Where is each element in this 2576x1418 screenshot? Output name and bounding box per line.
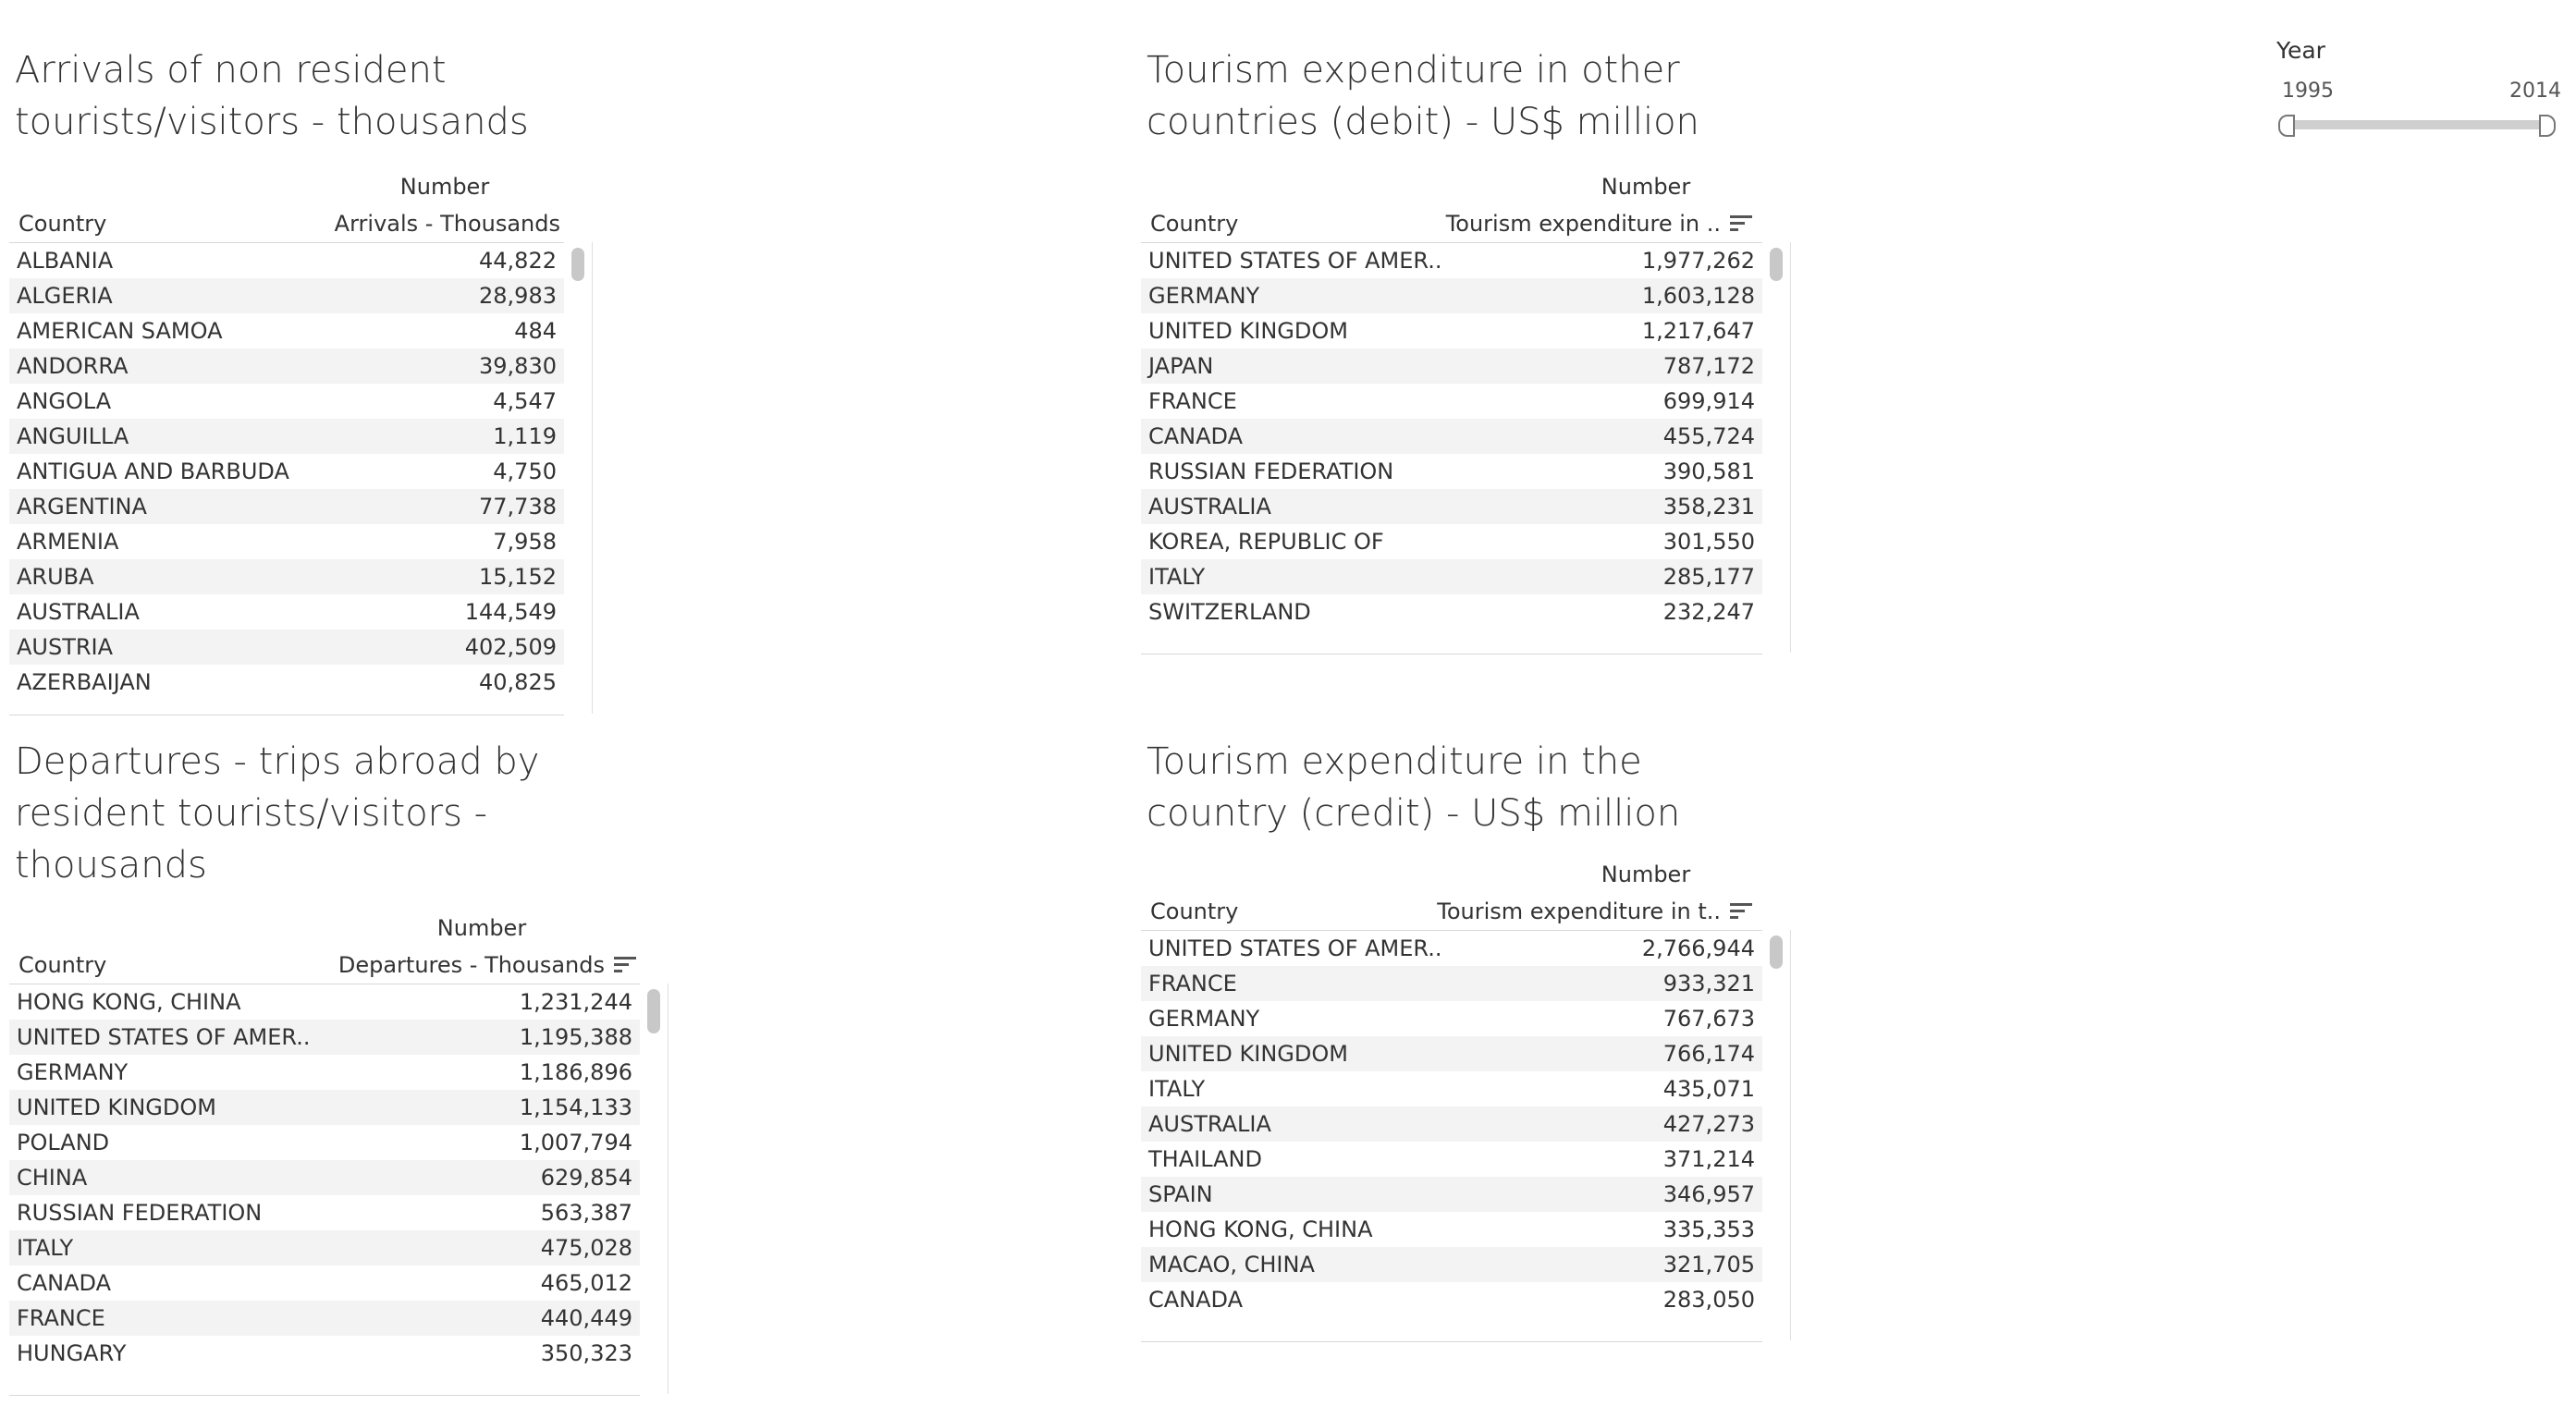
value-cell: 350,323 <box>540 1340 632 1366</box>
country-cell: AZERBAIJAN <box>17 669 152 695</box>
table-row[interactable] <box>9 278 564 313</box>
table-row[interactable] <box>9 1336 640 1371</box>
value-cell: 301,550 <box>1662 529 1755 555</box>
value-cell: 629,854 <box>540 1165 632 1191</box>
country-cell: CANADA <box>17 1270 112 1296</box>
country-cell: FRANCE <box>1148 388 1237 414</box>
table-row[interactable] <box>9 1020 640 1055</box>
country-cell: ARUBA <box>17 564 94 590</box>
table-row[interactable] <box>1141 278 1762 313</box>
country-cell: ARGENTINA <box>17 494 147 520</box>
panel-title <box>15 736 539 891</box>
table-row[interactable] <box>9 984 640 1020</box>
country-column-header[interactable]: Country <box>1150 898 1239 924</box>
table-row[interactable] <box>9 630 564 665</box>
year-slider-min-handle[interactable] <box>2278 115 2295 137</box>
value-cell: 371,214 <box>1662 1146 1755 1172</box>
year-filter-label: Year <box>2276 37 2325 64</box>
value-column-header[interactable] <box>292 952 636 978</box>
title-line: Tourism expenditure in the <box>1147 740 1642 783</box>
value-cell: 335,353 <box>1662 1216 1755 1242</box>
country-cell: SWITZERLAND <box>1148 599 1311 625</box>
year-max-label: 2014 <box>2509 79 2561 103</box>
measure-header: Number <box>399 174 490 200</box>
debit-panel <box>1147 44 1812 673</box>
title-line: resident tourists/visitors - <box>15 792 488 835</box>
panel-title <box>1147 736 1680 839</box>
value-cell: 144,549 <box>464 599 557 625</box>
table-row[interactable] <box>1141 1001 1762 1036</box>
column-header-label: Tourism expenditure in t.. <box>1437 898 1721 924</box>
country-cell: HONG KONG, CHINA <box>1148 1216 1373 1242</box>
table-row[interactable] <box>1141 524 1762 559</box>
country-cell: RUSSIAN FEDERATION <box>1148 458 1394 484</box>
table-row[interactable] <box>1141 419 1762 454</box>
value-cell: 402,509 <box>464 634 557 660</box>
value-cell: 1,217,647 <box>1641 318 1755 344</box>
title-line: thousands <box>15 844 207 886</box>
table-row[interactable] <box>9 1230 640 1265</box>
country-cell: AUSTRIA <box>17 634 114 660</box>
country-cell: JAPAN <box>1148 353 1214 379</box>
credit-panel <box>1147 736 1812 1364</box>
value-cell: 455,724 <box>1662 423 1755 449</box>
value-cell: 285,177 <box>1662 564 1755 590</box>
value-cell: 1,977,262 <box>1641 248 1755 274</box>
measure-header: Number <box>1601 174 1691 200</box>
value-column-header[interactable] <box>1424 211 1752 237</box>
title-line: tourists/visitors - thousands <box>15 101 529 143</box>
country-cell: GERMANY <box>1148 283 1260 309</box>
column-header-label: Departures - Thousands <box>337 952 605 978</box>
table-row[interactable] <box>9 1195 640 1230</box>
scrollbar-thumb[interactable] <box>571 248 584 281</box>
value-cell: 77,738 <box>479 494 557 520</box>
value-cell: 440,449 <box>540 1305 632 1331</box>
country-cell: AUSTRALIA <box>1148 1111 1271 1137</box>
table-row[interactable] <box>1141 1212 1762 1247</box>
title-line: country (credit) - US$ million <box>1147 792 1681 835</box>
year-slider-max-handle[interactable] <box>2539 115 2556 137</box>
table-row[interactable] <box>1141 243 1762 278</box>
year-min-label: 1995 <box>2282 79 2334 103</box>
country-cell: MACAO, CHINA <box>1148 1252 1315 1277</box>
table-row[interactable] <box>9 489 564 524</box>
value-cell: 390,581 <box>1662 458 1755 484</box>
country-cell: AUSTRALIA <box>1148 494 1271 520</box>
departures-panel <box>15 736 681 1411</box>
country-cell: GERMANY <box>1148 1006 1260 1032</box>
table-row[interactable] <box>9 524 564 559</box>
data-table <box>1141 930 1762 1342</box>
data-table <box>9 984 640 1396</box>
country-cell: ANDORRA <box>17 353 129 379</box>
table-row[interactable] <box>1141 559 1762 594</box>
country-cell: UNITED STATES OF AMER.. <box>1148 248 1442 274</box>
measure-header: Number <box>436 915 527 941</box>
country-cell: FRANCE <box>17 1305 105 1331</box>
year-filter <box>2256 33 2561 144</box>
scrollbar[interactable] <box>1762 242 1791 653</box>
table-row[interactable] <box>1141 966 1762 1001</box>
country-cell: CHINA <box>17 1165 88 1191</box>
value-cell: 1,603,128 <box>1641 283 1755 309</box>
country-cell: HUNGARY <box>17 1340 127 1366</box>
country-cell: UNITED STATES OF AMER.. <box>17 1024 311 1050</box>
value-cell: 787,172 <box>1662 353 1755 379</box>
value-cell: 232,247 <box>1662 599 1755 625</box>
table-row[interactable] <box>9 559 564 594</box>
country-cell: GERMANY <box>17 1059 129 1085</box>
country-cell: ITALY <box>17 1235 74 1261</box>
title-line: Tourism expenditure in other <box>1147 49 1680 92</box>
table-row[interactable] <box>1141 1177 1762 1212</box>
country-cell: THAILAND <box>1148 1146 1262 1172</box>
country-cell: ANGUILLA <box>17 423 129 449</box>
table-row[interactable] <box>9 243 564 278</box>
value-cell: 1,119 <box>493 423 557 449</box>
table-row[interactable] <box>9 384 564 419</box>
measure-header: Number <box>1601 862 1691 887</box>
value-cell: 321,705 <box>1662 1252 1755 1277</box>
data-table <box>1141 242 1762 654</box>
scrollbar-thumb[interactable] <box>1770 935 1783 969</box>
value-cell: 4,547 <box>493 388 557 414</box>
table-row[interactable] <box>1141 1282 1762 1317</box>
table-row[interactable] <box>9 454 564 489</box>
country-cell: UNITED STATES OF AMER.. <box>1148 935 1442 961</box>
table-row[interactable] <box>9 419 564 454</box>
table-row[interactable] <box>1141 1071 1762 1106</box>
value-cell: 1,231,244 <box>519 989 632 1015</box>
table-row[interactable] <box>9 1125 640 1160</box>
value-cell: 39,830 <box>479 353 557 379</box>
country-cell: AMERICAN SAMOA <box>17 318 223 344</box>
table-row[interactable] <box>9 313 564 348</box>
value-column-header[interactable] <box>1424 898 1752 924</box>
table-row[interactable] <box>1141 1247 1762 1282</box>
country-column-header[interactable]: Country <box>18 211 107 237</box>
value-cell: 475,028 <box>540 1235 632 1261</box>
sort-descending-icon[interactable] <box>1730 215 1752 234</box>
country-cell: ITALY <box>1148 1076 1206 1102</box>
scrollbar-thumb[interactable] <box>647 989 660 1033</box>
value-cell: 2,766,944 <box>1641 935 1755 961</box>
value-cell: 563,387 <box>540 1200 632 1226</box>
table-row[interactable] <box>1141 931 1762 966</box>
country-cell: KOREA, REPUBLIC OF <box>1148 529 1384 555</box>
value-cell: 1,007,794 <box>519 1130 632 1155</box>
sort-descending-icon[interactable] <box>614 957 636 975</box>
scrollbar[interactable] <box>1762 930 1791 1340</box>
country-column-header[interactable]: Country <box>18 952 107 978</box>
value-cell: 44,822 <box>479 248 557 274</box>
title-line: Arrivals of non resident <box>15 49 447 92</box>
table-row[interactable] <box>9 1301 640 1336</box>
value-cell: 767,673 <box>1662 1006 1755 1032</box>
country-cell: ALGERIA <box>17 283 113 309</box>
table-row[interactable] <box>1141 348 1762 384</box>
country-cell: UNITED KINGDOM <box>17 1094 216 1120</box>
country-cell: POLAND <box>17 1130 110 1155</box>
table-row[interactable] <box>1141 1036 1762 1071</box>
panel-title <box>1147 44 1699 148</box>
value-cell: 283,050 <box>1662 1287 1755 1313</box>
year-slider-track[interactable] <box>2286 120 2550 129</box>
title-line: Departures - trips abroad by <box>15 740 540 783</box>
value-cell: 1,154,133 <box>519 1094 632 1120</box>
value-cell: 28,983 <box>479 283 557 309</box>
country-cell: HONG KONG, CHINA <box>17 989 241 1015</box>
table-row[interactable] <box>1141 313 1762 348</box>
country-cell: CANADA <box>1148 423 1244 449</box>
table-row[interactable] <box>9 348 564 384</box>
value-cell: 1,186,896 <box>519 1059 632 1085</box>
country-cell: CANADA <box>1148 1287 1244 1313</box>
country-cell: FRANCE <box>1148 971 1237 996</box>
scrollbar-thumb[interactable] <box>1770 248 1783 281</box>
value-cell: 465,012 <box>540 1270 632 1296</box>
value-cell: 699,914 <box>1662 388 1755 414</box>
table-row[interactable] <box>9 594 564 630</box>
country-cell: UNITED KINGDOM <box>1148 1041 1348 1067</box>
value-cell: 427,273 <box>1662 1111 1755 1137</box>
country-cell: SPAIN <box>1148 1181 1213 1207</box>
table-row[interactable] <box>1141 1142 1762 1177</box>
value-column-header[interactable]: Arrivals - Thousands <box>334 211 560 237</box>
country-cell: ITALY <box>1148 564 1206 590</box>
table-row[interactable] <box>1141 489 1762 524</box>
table-row[interactable] <box>9 1265 640 1301</box>
country-cell: ALBANIA <box>17 248 114 274</box>
value-cell: 7,958 <box>493 529 557 555</box>
country-cell: AUSTRALIA <box>17 599 140 625</box>
value-cell: 358,231 <box>1662 494 1755 520</box>
value-cell: 484 <box>514 318 557 344</box>
sort-descending-icon[interactable] <box>1730 903 1752 922</box>
value-cell: 766,174 <box>1662 1041 1755 1067</box>
scrollbar[interactable] <box>564 242 593 714</box>
value-cell: 4,750 <box>493 458 557 484</box>
table-row[interactable] <box>9 1090 640 1125</box>
title-line: countries (debit) - US$ million <box>1147 101 1699 143</box>
value-cell: 933,321 <box>1662 971 1755 996</box>
value-cell: 435,071 <box>1662 1076 1755 1102</box>
panel-title <box>15 44 529 148</box>
table-row[interactable] <box>9 1055 640 1090</box>
data-table <box>9 242 564 715</box>
country-cell: ANGOLA <box>17 388 112 414</box>
country-cell: RUSSIAN FEDERATION <box>17 1200 263 1226</box>
value-cell: 15,152 <box>479 564 557 590</box>
table-row[interactable] <box>9 1160 640 1195</box>
table-row[interactable] <box>1141 454 1762 489</box>
table-row[interactable] <box>1141 594 1762 630</box>
value-cell: 40,825 <box>479 669 557 695</box>
scrollbar[interactable] <box>640 984 669 1394</box>
country-column-header[interactable]: Country <box>1150 211 1239 237</box>
value-cell: 346,957 <box>1662 1181 1755 1207</box>
country-cell: ANTIGUA AND BARBUDA <box>17 458 289 484</box>
table-row[interactable] <box>9 665 564 700</box>
value-cell: 1,195,388 <box>519 1024 632 1050</box>
table-row[interactable] <box>1141 1106 1762 1142</box>
country-cell: ARMENIA <box>17 529 119 555</box>
table-row[interactable] <box>1141 384 1762 419</box>
country-cell: UNITED KINGDOM <box>1148 318 1348 344</box>
arrivals-panel <box>15 44 607 719</box>
column-header-label: Tourism expenditure in .. <box>1445 211 1721 237</box>
